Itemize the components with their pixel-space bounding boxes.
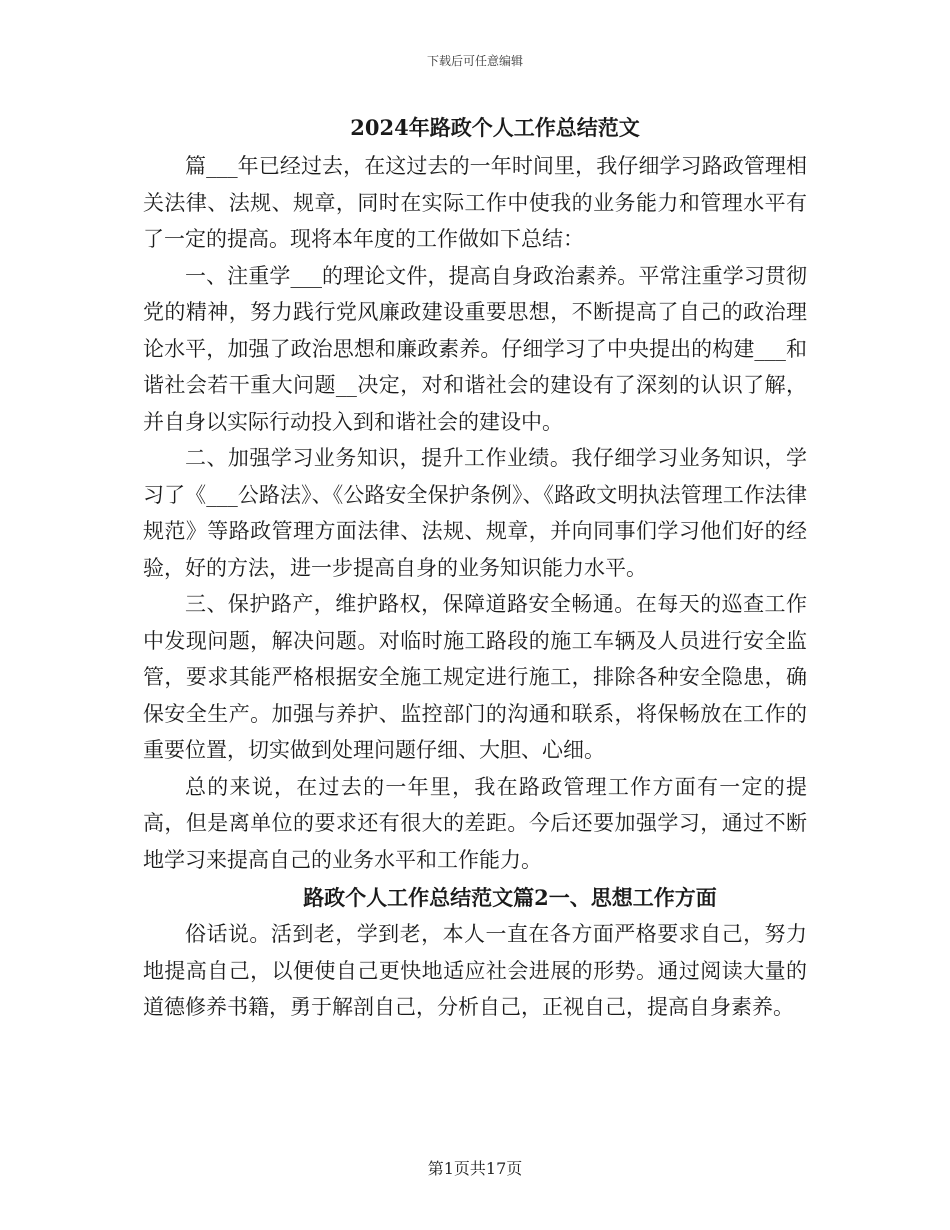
- paragraph-intro: 篇___年已经过去，在这过去的一年时间里，我仔细学习路政管理相关法律、法规、规章，同时在实际工作中使我的业务能力和管理水平有了一定的提高。现将本年度的工作做如下总结：: [143, 154, 807, 251]
- document-title: 2024年路政个人工作总结范文: [350, 115, 640, 140]
- paragraph-summary: 总的来说，在过去的一年里，我在路政管理工作方面有一定的提高，但是离单位的要求还有很大的差距。今后还要加强学习，通过不断地学习来提高自己的业务水平和工作能力。: [143, 774, 807, 872]
- paragraph-item-2: 二、加强学习业务知识，提升工作业绩。我仔细学习业务知识，学习了《___公路法》、《公路安全保护条例》、《路政文明执法管理工作法律规范》等路政管理方面法律、法规、规章，并向同事们学习他们好的经验，好的方法，进一步提高自身的业务知识能力水平。: [143, 446, 807, 580]
- paragraph-item-1: 一、注重学___的理论文件，提高自身政治素养。平常注重学习贯彻党的精神，努力践行党风廉政建设重要思想，不断提高了自己的政治理论水平，加强了政治思想和廉政素养。仔细学习了中央提出的构建___和谐社会若干重大问题__决定，对和谐社会的建设有了深刻的认识了解，并自身以实际行动投入到和谐社会的建设中。: [143, 263, 807, 434]
- section-2-title: 路政个人工作总结范文篇2一、思想工作方面: [303, 885, 717, 910]
- page-number: 第1页共17页: [427, 1159, 523, 1178]
- paragraph-item-3: 三、保护路产，维护路权，保障道路安全畅通。在每天的巡查工作中发现问题，解决问题。对临时施工路段的施工车辆及人员进行安全监管，要求其能严格根据安全施工规定进行施工，排除各种安全隐患，确保安全生产。加强与养护、监控部门的沟通和联系，将保畅放在工作的重要位置，切实做到处理问题仔细、大胆、心细。: [143, 592, 807, 762]
- page-header-note: 下载后可任意编辑: [426, 54, 523, 68]
- section-2-paragraph: 俗话说。活到老，学到老，本人一直在各方面严格要求自己，努力地提高自己，以便使自己更快地适应社会进展的形势。通过阅读大量的道德修养书籍，勇于解剖自己，分析自己，正视自己，提高自身素养。: [143, 922, 807, 1019]
- document-body: [143, 110, 807, 1026]
